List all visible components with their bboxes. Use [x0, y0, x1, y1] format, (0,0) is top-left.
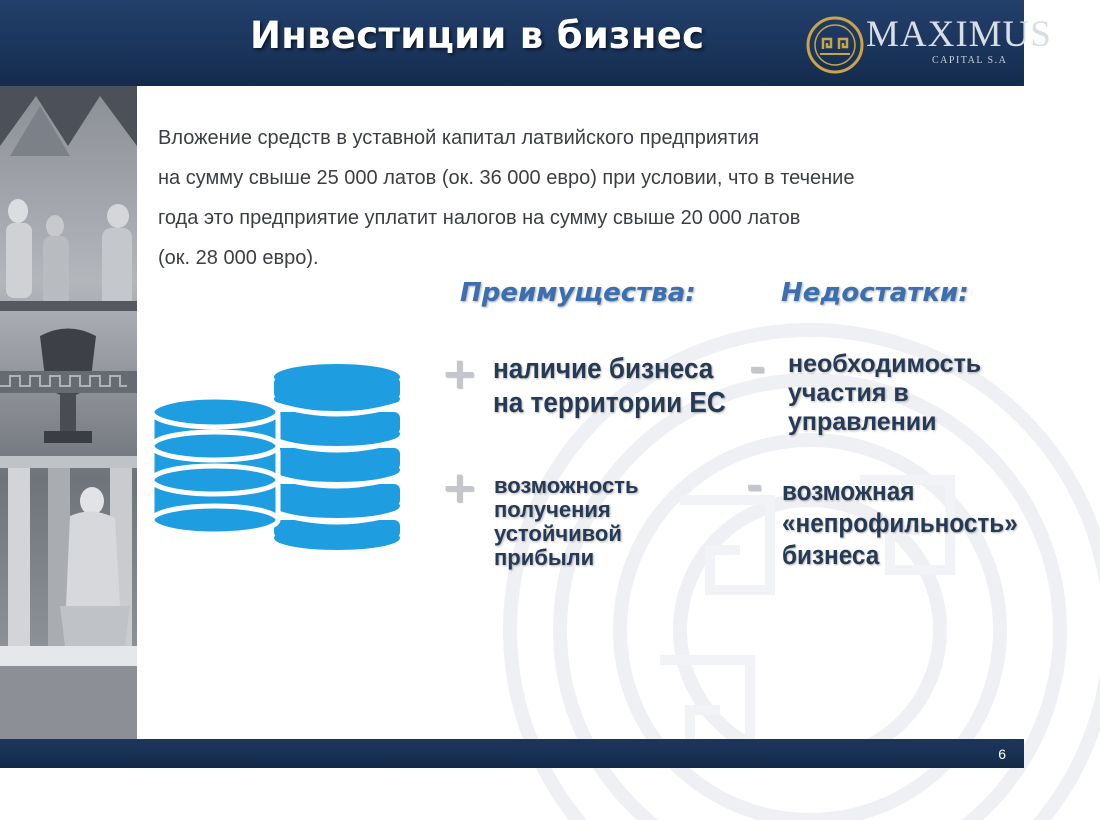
logo-subtitle: CAPITAL S.A — [932, 55, 1008, 66]
disadvantage-item — [782, 475, 1018, 571]
advantage-line: возможность — [494, 473, 639, 498]
page-number: 6 — [998, 746, 1006, 762]
meander-emblem-icon — [806, 16, 864, 74]
advantage-line: прибыли — [494, 545, 595, 570]
disadvantage-line: необходимость — [788, 350, 982, 378]
advantage-item — [493, 352, 726, 420]
footer-bar — [0, 739, 1024, 768]
disadvantage-line: возможная — [782, 476, 915, 506]
minus-sign-icon: - — [746, 463, 763, 509]
header-bar — [0, 0, 1052, 86]
disadvantage-line: бизнеса — [782, 540, 880, 570]
disadvantage-line: участия в — [788, 379, 909, 407]
advantage-line: устойчивой — [494, 521, 622, 546]
intro-line: Вложение средств в уставной капитал латвийского предприятия — [158, 127, 760, 149]
advantage-item — [494, 474, 638, 570]
disadvantages-heading: Недостатки: — [781, 278, 969, 308]
advantage-line: получения — [494, 497, 611, 522]
disadvantage-line: управлении — [788, 408, 937, 436]
intro-line: (ок. 28 000 евро). — [158, 247, 319, 269]
page-title: Инвестиции в бизнес — [250, 14, 705, 57]
coin-stack-icon — [148, 360, 408, 545]
disadvantage-item — [788, 350, 981, 437]
plus-sign-icon: + — [441, 462, 478, 513]
advantages-heading: Преимущества: — [460, 278, 696, 308]
intro-line: на сумму свыше 25 000 латов (ок. 36 000 евро) при условии, что в течение — [158, 167, 855, 189]
minus-sign-icon: - — [749, 345, 766, 391]
intro-line: года это предприятие уплатит налогов на сумму свыше 20 000 латов — [158, 207, 801, 229]
advantage-line: наличие бизнеса — [493, 353, 714, 385]
advantage-line: на территории ЕС — [493, 387, 726, 419]
intro-paragraph — [158, 118, 1008, 278]
plus-sign-icon: + — [441, 348, 478, 399]
logo-wordmark: MAXIMUS — [866, 14, 1052, 55]
architecture-photo — [0, 86, 137, 739]
disadvantage-line: «непрофильность» — [782, 508, 1018, 538]
